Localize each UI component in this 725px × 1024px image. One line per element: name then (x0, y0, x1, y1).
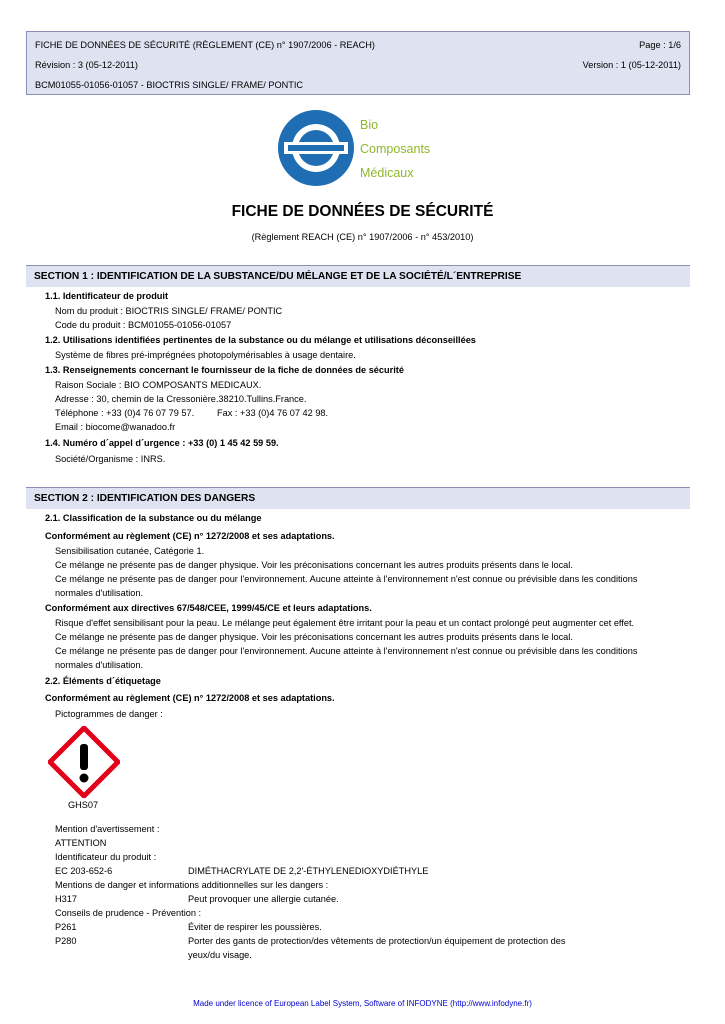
revision: Révision : 3 (05-12-2011) (35, 60, 138, 70)
signal-word: ATTENTION (55, 838, 107, 848)
section-1-header (26, 265, 690, 287)
subsection-1-3: 1.3. Renseignements concernant le fournisseur de la fiche de données de sécurité (45, 365, 404, 375)
clp-heading: Conformément au règlement (CE) n° 1272/2008 et ses adaptations. (45, 531, 335, 541)
document-header (26, 31, 690, 95)
p261-text: Éviter de respirer les poussières. (188, 922, 322, 932)
logo-text-medicaux: Médicaux (360, 166, 414, 180)
p280-text: Porter des gants de protection/des vêtements de protection/un équipement de protection des (188, 936, 566, 946)
clp-line: Sensibilisation cutanée, Catégorie 1. (55, 546, 205, 556)
version: Version : 1 (05-12-2011) (582, 60, 681, 70)
ghs07-exclamation-icon (48, 726, 120, 798)
subsection-1-2: 1.2. Utilisations identifiées pertinentes de la substance ou du mélange et utilisations déconseillées (45, 335, 476, 345)
p280-text-continued: yeux/du visage. (188, 950, 252, 960)
section-2-title: SECTION 2 : IDENTIFICATION DES DANGERS (34, 493, 256, 504)
clp-line: Ce mélange ne présente pas de danger physique. Voir les préconisations concernant les autres produits présents dans le local. (55, 560, 573, 570)
company-email[interactable]: Email : biocome@wanadoo.fr (55, 422, 176, 432)
header-title: FICHE DE DONNÉES DE SÉCURITÉ (RÈGLEMENT (CE) n° 1907/2006 - REACH) (35, 40, 375, 50)
pictogram-code: GHS07 (68, 800, 99, 810)
directive-line: Risque d'effet sensibilisant pour la peau. Le mélange peut également être irritant pour la peau et un contact prolongé peut augmenter cet effet. (55, 618, 635, 628)
company-address: Adresse : 30, chemin de la Cressonière.38210.Tullins.France. (55, 394, 307, 404)
label-heading: Conformément au règlement (CE) n° 1272/2008 et ses adaptations. (45, 693, 335, 703)
p261-code: P261 (55, 922, 77, 932)
h317-text: Peut provoquer une allergie cutanée. (188, 894, 339, 904)
product-code: Code du produit : BCM01055-01056-01057 (55, 320, 232, 330)
precautionary-label: Conseils de prudence - Prévention : (55, 908, 202, 918)
product-usage: Système de fibres pré-imprégnées photopolymérisables à usage dentaire. (55, 350, 356, 360)
product-name: Nom du produit : BIOCTRIS SINGLE/ FRAME/ PONTIC (55, 306, 283, 316)
directive-line: Ce mélange ne présente pas de danger physique. Voir les préconisations concernant les autres produits présents dans le local. (55, 632, 573, 642)
logo-text-bio: Bio (360, 118, 379, 132)
pictogram-label: Pictogrammes de danger : (55, 709, 163, 719)
subsection-1-1: 1.1. Identificateur de produit (45, 291, 169, 301)
company-logo (276, 108, 446, 188)
section-2-header (26, 487, 690, 509)
footer-credit[interactable]: Made under licence of European Label System, Software of INFODYNE (http://www.infodyne.fr) (193, 999, 532, 1008)
company-name: Raison Sociale : BIO COMPOSANTS MEDICAUX. (55, 380, 262, 390)
h317-code: H317 (55, 894, 77, 904)
substance-name: DIMÉTHACRYLATE DE 2,2'-ÉTHYLENEDIOXYDIÉTHYLE (188, 866, 429, 876)
signal-word-label: Mention d'avertissement : (55, 824, 160, 834)
emergency-organisation: Société/Organisme : INRS. (55, 454, 166, 464)
page-number: Page : 1/6 (639, 40, 681, 50)
directive-heading: Conformément aux directives 67/548/CEE, 1999/45/CE et leurs adaptations. (45, 603, 372, 613)
page-title: FICHE DE DONNÉES DE SÉCURITÉ (231, 203, 494, 220)
clp-line: normales d'utilisation. (55, 588, 144, 598)
logo-text-composants: Composants (360, 142, 431, 156)
logo-icon (276, 108, 356, 188)
ec-number: EC 203-652-6 (55, 866, 113, 876)
product-identifier-label: Identificateur du produit : (55, 852, 157, 862)
company-fax: Fax : +33 (0)4 76 07 42 98. (217, 408, 329, 418)
subsection-2-2: 2.2. Éléments d´étiquetage (45, 676, 161, 686)
company-phone: Téléphone : +33 (0)4 76 07 79 57. (55, 408, 195, 418)
p280-code: P280 (55, 936, 77, 946)
hazard-statements-label: Mentions de danger et informations additionnelles sur les dangers : (55, 880, 329, 890)
directive-line: Ce mélange ne présente pas de danger pour l'environnement. Aucune atteinte à l'environnement n'est connue ou prévisible dans les conditions (55, 646, 638, 656)
directive-line: normales d'utilisation. (55, 660, 144, 670)
subsection-1-4: 1.4. Numéro d´appel d´urgence : +33 (0) 1 45 42 59 59. (45, 438, 279, 448)
page-subtitle: (Règlement REACH (CE) n° 1907/2006 - n° 453/2010) (251, 232, 474, 242)
clp-line: Ce mélange ne présente pas de danger pour l'environnement. Aucune atteinte à l'environnement n'est connue ou prévisible dans les conditions (55, 574, 638, 584)
product-line: BCM01055-01056-01057 - BIOCTRIS SINGLE/ FRAME/ PONTIC (35, 80, 304, 90)
section-1-title: SECTION 1 : IDENTIFICATION DE LA SUBSTANCE/DU MÉLANGE ET DE LA SOCIÉTÉ/L´ENTREPRISE (34, 271, 522, 282)
subsection-2-1: 2.1. Classification de la substance ou du mélange (45, 513, 262, 523)
